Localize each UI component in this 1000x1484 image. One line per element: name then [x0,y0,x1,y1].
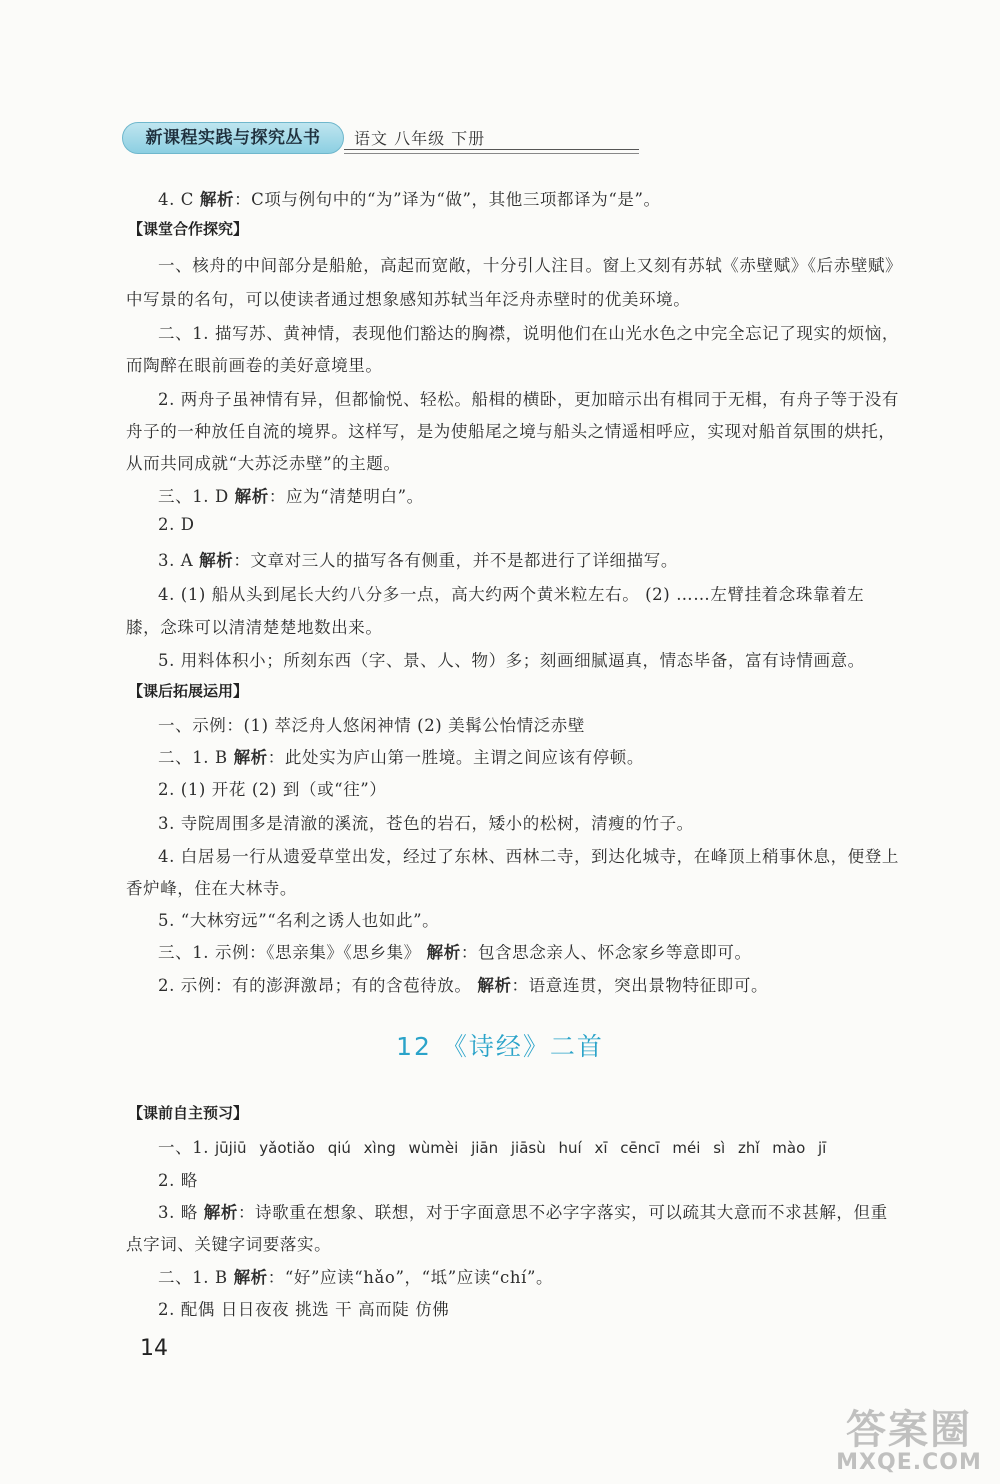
answer-line: 4. 白居易一行从遗爱草堂出发，经过了东林、西林二寺，到达化城寺，在峰顶上稍事休息，便登上 [158,847,899,866]
answer-line: 2. (1) 开花 (2) 到（或“往”） [158,780,387,799]
pinyin-text: jūjiū yǎotiǎo qiú xìng wùmèi jiān jiāsù huí xī cēncī méi sì zhǐ mào jī [215,1139,827,1157]
answer-text: ：诗歌重在想象、联想，对于字面意思不必字字落实，可以疏其大意而不求甚解，但重 [237,1203,888,1222]
answer-text: ：“好”应读“hǎo”，“坻”应读“chí”。 [267,1268,554,1287]
answer-line [158,744,644,768]
answer-text: 2. 示例：有的澎湃激昂；有的含苞待放。 [158,976,478,995]
answer-line [158,939,752,963]
answer-text: 三、1. 示例：《思亲集》《思乡集》 [158,943,427,962]
answer-line [158,483,424,507]
answer-text: ：此处实为庐山第一胜境。主谓之间应该有停顿。 [267,748,644,767]
page-header [122,122,517,158]
answer-line [158,186,661,210]
answer-line: 5. 用料体积小；所刻东西（字、景、人、物）多；刻画细腻逼真，情态毕备，富有诗情画意。 [158,651,865,670]
section-heading: 【课后拓展运用】 [128,682,249,700]
answer-line [158,1134,826,1158]
answer-text: 二、1. B [158,1268,234,1287]
answer-line: 2. 两舟子虽神情有异，但都愉悦、轻松。船楫的横卧，更加暗示出有楫同于无楫，有舟子等于没有 [158,390,899,409]
answer-text: ：文章对三人的描写各有侧重，并不是都进行了详细描写。 [233,551,678,570]
answer-line: 4. (1) 船从头到尾长大约八分多一点，高大约两个黄米粒左右。 (2) ……左臂挂着念珠靠着左 [158,585,865,604]
answer-text: ：应为“清楚明白”。 [268,487,424,506]
answer-line: 舟子的一种放任自流的境界。这样写，是为使船尾之境与船头之情遥相呼应，实现对船首氛围的烘托， [126,422,896,441]
answer-line: 2. 略 [158,1171,198,1190]
answer-text: 一、1. [158,1138,215,1157]
answer-line: 膝，念珠可以清清楚楚地数出来。 [126,618,383,637]
header-rule [344,149,639,150]
analysis-label: 解析 [233,748,268,767]
answer-line [158,972,768,996]
answer-text: 3. A [158,551,200,570]
chapter-title: 12 《诗经》二首 [396,1032,604,1061]
analysis-label: 解析 [233,1268,268,1287]
answer-line: 而陶醉在眼前画卷的美好意境里。 [126,356,383,375]
answer-text: ：C项与例句中的“为”译为“做”，其他三项都译为“是”。 [234,190,661,209]
analysis-label: 解析 [234,487,269,506]
analysis-label: 解析 [203,1203,238,1222]
header-rule-thin [344,153,639,154]
answer-text: 二、1. B [158,748,234,767]
answer-line: 香炉峰，住在大林寺。 [126,879,297,898]
analysis-label: 解析 [426,943,461,962]
watermark-url: MXQE.COM [836,1450,982,1475]
answer-line: 3. 寺院周围多是清澈的溪流，苍色的岩石，矮小的松树，清瘦的竹子。 [158,814,694,833]
answer-line: 点字词、关键字词要落实。 [126,1235,332,1254]
answer-line: 2. D [158,515,195,534]
analysis-label: 解析 [477,976,512,995]
answer-text: 4. C [158,190,200,209]
analysis-label: 解析 [199,551,234,570]
page-number: 14 [140,1336,168,1361]
watermark-text: 答案圈 [846,1407,972,1453]
section-heading: 【课堂合作探究】 [128,220,249,238]
book-info: 语文 八年级 下册 [354,129,486,148]
answer-text: 三、1. D [158,487,235,506]
answer-line: 一、示例：(1) 萃泛舟人悠闲神情 (2) 美髯公怡情泛赤壁 [158,716,585,735]
answer-line: 二、1. 描写苏、黄神情，表现他们豁达的胸襟，说明他们在山光水色之中完全忘记了现实的烦恼， [158,324,899,343]
answer-line: 中写景的名句，可以使读者通过想象感知苏轼当年泛舟赤壁时的优美环境。 [126,290,691,309]
answer-line: 一、核舟的中间部分是船舱，高起而宽敞，十分引人注目。窗上又刻有苏轼《赤壁赋》《后赤壁赋》 [158,256,903,275]
answer-line: 从而共同成就“大苏泛赤壁”的主题。 [126,454,401,473]
answer-line: 2. 配偶 日日夜夜 挑选 干 高而陡 仿佛 [158,1300,450,1319]
answer-text: ：语意连贯，突出景物特征即可。 [511,976,769,995]
section-heading: 【课前自主预习】 [128,1104,249,1122]
series-badge: 新课程实践与探究丛书 [122,122,344,154]
answer-line [158,547,678,571]
watermark-logo [818,1398,1000,1484]
answer-text: ：包含思念亲人、怀念家乡等意即可。 [460,943,752,962]
answer-line [158,1199,888,1223]
answer-line: 5. “大林穷远”“名利之诱人也如此”。 [158,911,440,930]
answer-line [158,1264,553,1288]
answer-text: 3. 略 [158,1203,204,1222]
analysis-label: 解析 [199,190,235,209]
